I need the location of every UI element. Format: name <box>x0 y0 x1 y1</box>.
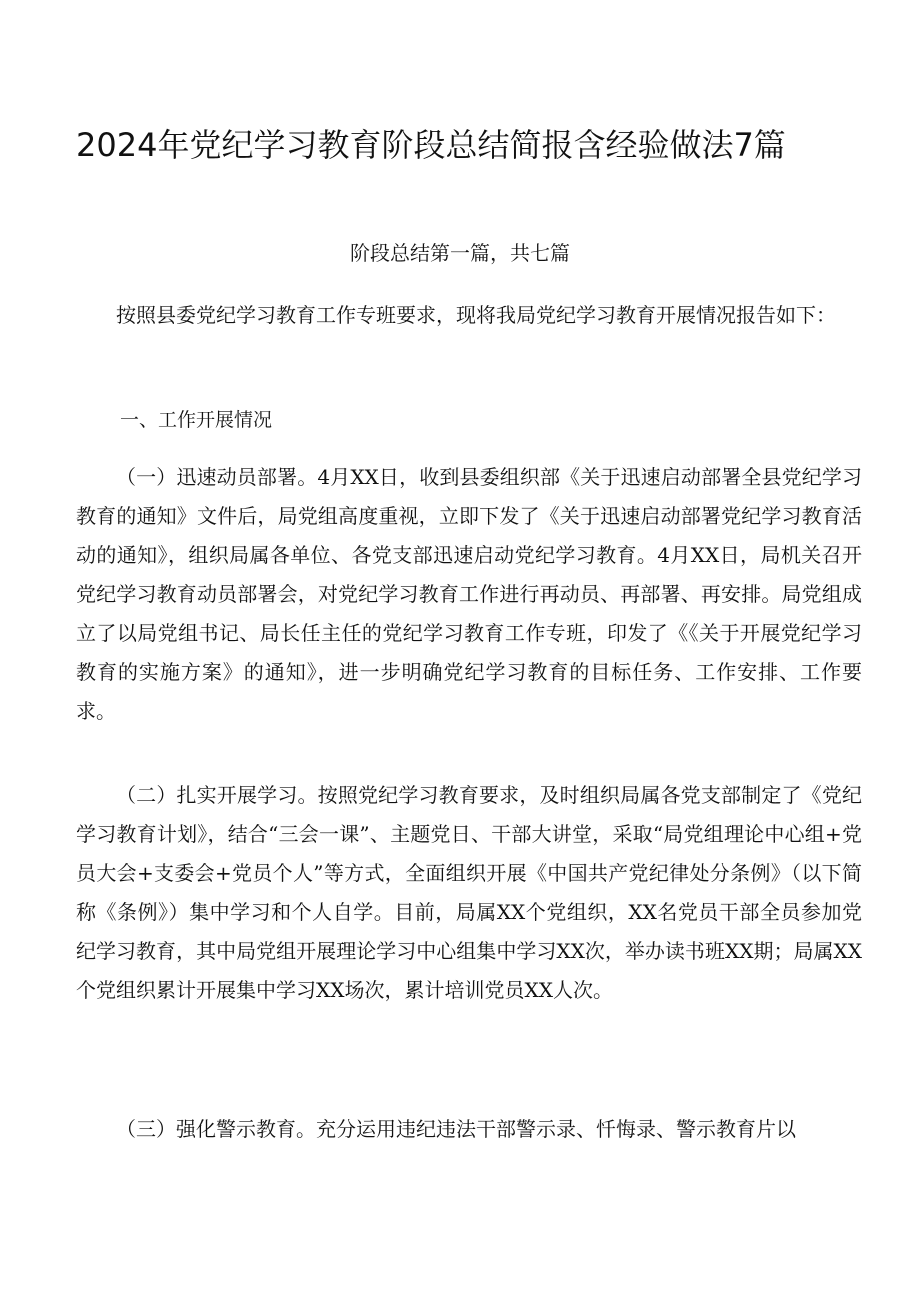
body-paragraph-3: （三）强化警示教育。充分运用违纪违法干部警示录、忏悔录、警示教育片以 <box>116 1117 796 1141</box>
document-title: 2024年党纪学习教育阶段总结简报含经验做法7篇 <box>76 126 786 164</box>
body-paragraph-1: （一）迅速动员部署。4月XX日，收到县委组织部《关于迅速启动部署全县党纪学习教育的通知》文件后，局党组高度重视，立即下发了《关于迅速启动部署党纪学习教育活动的通知》，组织局属各单位、各党支部迅速启动党纪学习教育。4月XX日，局机关召开党纪学习教育动员部署会，对党纪学习教育工作进行再动员、再部署、再安排。局党组成立了以局党组书记、局长任主任的党纪学习教育工作专班，印发了《《关于开展党纪学习教育的实施方案》的通知》，进一步明确党纪学习教育的目标任务、工作安排、工作要求。 <box>76 465 862 723</box>
body-paragraph-2: （二）扎实开展学习。按照党纪学习教育要求，及时组织局属各党支部制定了《党纪学习教育计划》，结合“三会一课”、主题党日、干部大讲堂，采取“局党组理论中心组+党员大会+支委会+党员个人”等方式，全面组织开展《中国共产党纪律处分条例》（以下简称《条例》）集中学习和个人自学。目前，局属XX个党组织，XX名党员干部全员参加党纪学习教育，其中局党组开展理论学习中心组集中学习XX次，举办读书班XX期；局属XX个党组织累计开展集中学习XX场次，累计培训党员XX人次。 <box>76 783 862 1002</box>
document-subtitle: 阶段总结第一篇，共七篇 <box>350 241 570 265</box>
intro-paragraph: 按照县委党纪学习教育工作专班要求，现将我局党纪学习教育开展情况报告如下： <box>116 303 836 327</box>
section-heading: 一、工作开展情况 <box>120 409 273 431</box>
